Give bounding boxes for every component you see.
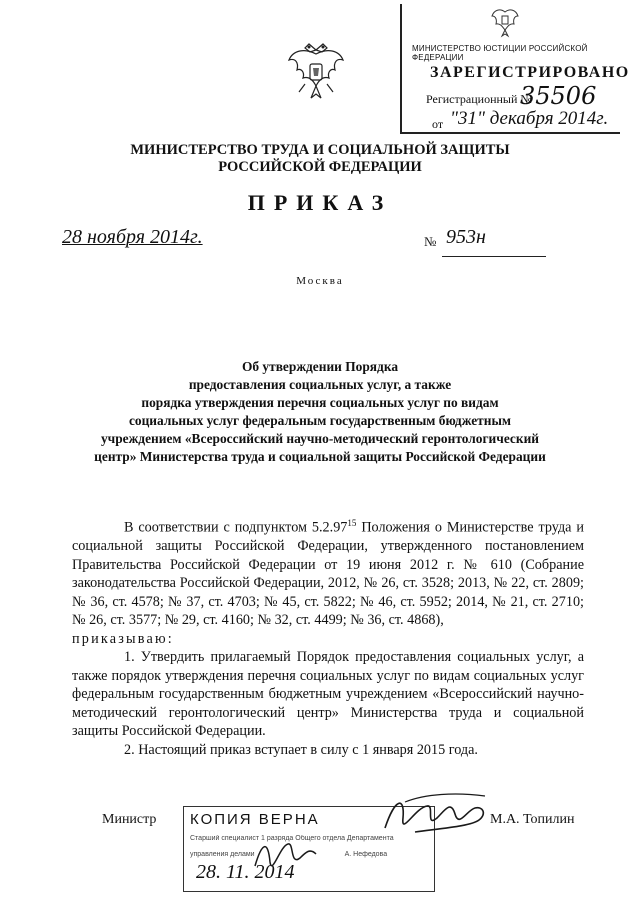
copy-signature-icon xyxy=(250,836,320,878)
order-item-2: 2. Настоящий приказ вступает в силу с 1 января 2015 года. xyxy=(124,741,478,758)
subject-line: предоставления социальных услуг, а также xyxy=(188,377,452,392)
ministry-title-line2: РОССИЙСКОЙ ФЕДЕРАЦИИ xyxy=(218,159,422,175)
minister-title: Министр xyxy=(102,812,157,827)
minister-signature-icon xyxy=(375,788,495,848)
order-subject xyxy=(80,358,560,466)
stamp-ministry-name: МИНИСТЕРСТВО ЮСТИЦИИ РОССИЙСКОЙ ФЕДЕРАЦИИ xyxy=(412,44,588,62)
ministry-title-line1: МИНИСТЕРСТВО ТРУДА И СОЦИАЛЬНОЙ ЗАЩИТЫ xyxy=(130,142,510,158)
copy-stamp-date: 28. 11. 2014 xyxy=(196,861,295,883)
subject-line: учреждением «Всероссийский научно-методический геронтологический xyxy=(100,431,540,446)
document-type: ПРИКАЗ xyxy=(247,190,393,215)
order-number-label: № xyxy=(424,234,437,249)
copy-stamp-position: Старший специалист 1 разряда Общего отдела Департамента xyxy=(190,835,394,842)
city: Москва xyxy=(296,275,344,287)
order-item-1: 1. Утвердить прилагаемый Порядок предоставления социальных услуг, а также порядок утверждения перечня социальных услуг по видам социальных услуг федеральным государственным бюджетным учреждением «Всероссийский научно-методический геронтологический центр» Министерства труда и социальной защиты Российской Федерации. xyxy=(72,649,584,740)
intro-text-part1: В соответствии с подпунктом 5.2.97 xyxy=(124,519,348,536)
ministry-title xyxy=(90,142,550,176)
copy-stamp-title: КОПИЯ ВЕРНА xyxy=(190,811,320,828)
registration-stamp xyxy=(400,4,630,134)
order-body xyxy=(72,514,584,759)
order-date: 28 ноября 2014г. xyxy=(62,226,203,248)
subject-line: Об утверждении Порядка xyxy=(241,359,399,374)
subject-line: социальных услуг федеральным государственным бюджетным xyxy=(128,413,512,428)
intro-superscript: 15 xyxy=(347,518,357,528)
coat-of-arms-emblem xyxy=(285,40,347,108)
order-number-underline xyxy=(442,256,546,257)
order-number: 953н xyxy=(446,226,486,248)
stamp-registration-date: "31" декабря 2014г. xyxy=(450,108,609,129)
subject-line: порядка утверждения перечня социальных услуг по видам xyxy=(141,395,499,410)
copy-stamp-signer: А. Нефедова xyxy=(344,851,388,858)
stamp-date-label: от xyxy=(432,117,444,131)
stamp-registration-number: 35506 xyxy=(520,82,597,110)
order-word: приказываю: xyxy=(72,630,174,647)
stamp-number-label: Регистрационный № xyxy=(426,92,532,106)
copy-stamp-department-text: управления делами xyxy=(190,851,255,858)
subject-line: центр» Министерства труда и социальной защиты Российской Федерации xyxy=(94,449,546,464)
stamp-emblem-icon xyxy=(490,6,520,38)
minister-name: М.А. Топилин xyxy=(490,812,575,827)
intro-text-part2: Положения о Министерстве труда и социальной защиты Российской Федерации, утвержденного постановлением Правительства Российской Федерации от 19 июня 2012 г. № 610 (Собрание законодательства Российской Федерации, 2012, № 26, ст. 3528; 2013, № 22, ст. 2809; № 36, ст. 4578; № 37, ст. 4703; № 45, ст. 5822; № 46, ст. 5952; 2014, № 21, ст. 2710; № 26, ст. 3577; № 29, ст. 4160; № 32, ст. 4499; № 36, ст. 4868), xyxy=(72,519,584,629)
intro-paragraph xyxy=(72,514,584,630)
stamp-status: ЗАРЕГИСТРИРОВАНО xyxy=(430,64,630,81)
